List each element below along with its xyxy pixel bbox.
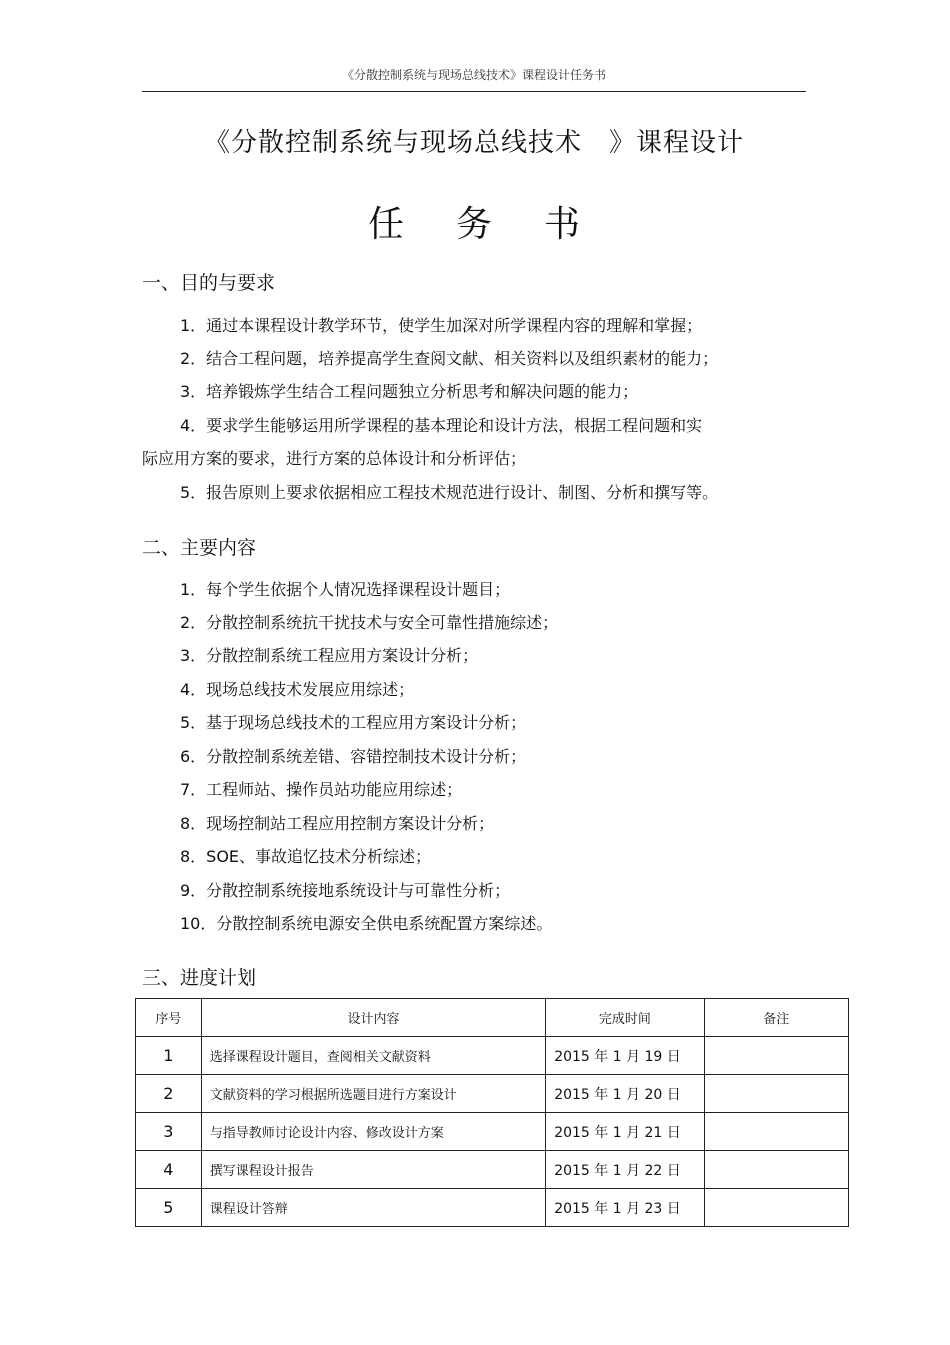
column-header-date: 完成时间 (546, 999, 704, 1037)
section-heading-objectives: 一、目的与要求 (142, 272, 276, 294)
document-subtitle: 任务书 (367, 204, 632, 245)
objective-item: 3．培养锻炼学生结合工程问题独立分析思考和解决问题的能力； (180, 382, 639, 401)
row-note (704, 1075, 848, 1113)
table-row (136, 1151, 849, 1189)
row-date: 2015 年 1 月 23 日 (546, 1189, 704, 1227)
section-heading-content: 二、主要内容 (142, 537, 257, 559)
table-row (136, 1075, 849, 1113)
row-note (704, 1113, 848, 1151)
objective-item: 5．报告原则上要求依据相应工程技术规范进行设计、制图、分析和撰写等。 (180, 483, 719, 502)
content-item: 7．工程师站、操作员站功能应用综述； (180, 780, 463, 799)
content-item: 2．分散控制系统抗干扰技术与安全可靠性措施综述； (180, 613, 559, 632)
row-content: 文献资料的学习根据所选题目进行方案设计 (201, 1075, 545, 1113)
row-date: 2015 年 1 月 19 日 (546, 1037, 704, 1075)
content-item: 6．分散控制系统差错、容错控制技术设计分析； (180, 747, 527, 766)
table-header-row (136, 999, 849, 1037)
row-content: 选择课程设计题目，查阅相关文献资料 (201, 1037, 545, 1075)
header-divider (142, 91, 806, 92)
content-item: 8．现场控制站工程应用控制方案设计分析； (180, 814, 495, 833)
row-date: 2015 年 1 月 20 日 (546, 1075, 704, 1113)
column-header-no: 序号 (136, 999, 202, 1037)
row-number: 3 (136, 1113, 202, 1151)
running-header: 《分散控制系统与现场总线技术》课程设计任务书 (341, 68, 606, 82)
row-number: 4 (136, 1151, 202, 1189)
row-date: 2015 年 1 月 21 日 (546, 1113, 704, 1151)
section-heading-schedule: 三、进度计划 (142, 967, 257, 989)
table-row (136, 1189, 849, 1227)
objective-item-continuation: 际应用方案的要求，进行方案的总体设计和分析评估； (142, 449, 527, 468)
content-item: 5．基于现场总线技术的工程应用方案设计分析； (180, 713, 527, 732)
row-note (704, 1151, 848, 1189)
row-content: 与指导教师讨论设计内容、修改设计方案 (201, 1113, 545, 1151)
content-item: 4．现场总线技术发展应用综述； (180, 680, 415, 699)
column-header-note: 备注 (704, 999, 848, 1037)
objective-item: 4．要求学生能够运用所学课程的基本理论和设计方法，根据工程问题和实 (180, 416, 703, 435)
content-item: 10．分散控制系统电源安全供电系统配置方案综述。 (180, 914, 553, 933)
content-item: 1．每个学生依据个人情况选择课程设计题目； (180, 580, 511, 599)
row-date: 2015 年 1 月 22 日 (546, 1151, 704, 1189)
table-row (136, 1037, 849, 1075)
row-number: 1 (136, 1037, 202, 1075)
content-item: 8．SOE、事故追忆技术分析综述； (180, 847, 432, 866)
row-note (704, 1037, 848, 1075)
objective-item: 1．通过本课程设计教学环节，使学生加深对所学课程内容的理解和掌握； (180, 316, 703, 335)
table-row (136, 1113, 849, 1151)
row-note (704, 1189, 848, 1227)
row-content: 课程设计答辩 (201, 1189, 545, 1227)
schedule-table (135, 998, 849, 1227)
row-number: 2 (136, 1075, 202, 1113)
row-number: 5 (136, 1189, 202, 1227)
document-title: 《分散控制系统与现场总线技术 》课程设计 (203, 128, 744, 158)
content-item: 9．分散控制系统接地系统设计与可靠性分析； (180, 881, 511, 900)
row-content: 撰写课程设计报告 (201, 1151, 545, 1189)
content-item: 3．分散控制系统工程应用方案设计分析； (180, 646, 479, 665)
column-header-content: 设计内容 (201, 999, 545, 1037)
objective-item: 2．结合工程问题，培养提高学生查阅文献、相关资料以及组织素材的能力； (180, 349, 719, 368)
